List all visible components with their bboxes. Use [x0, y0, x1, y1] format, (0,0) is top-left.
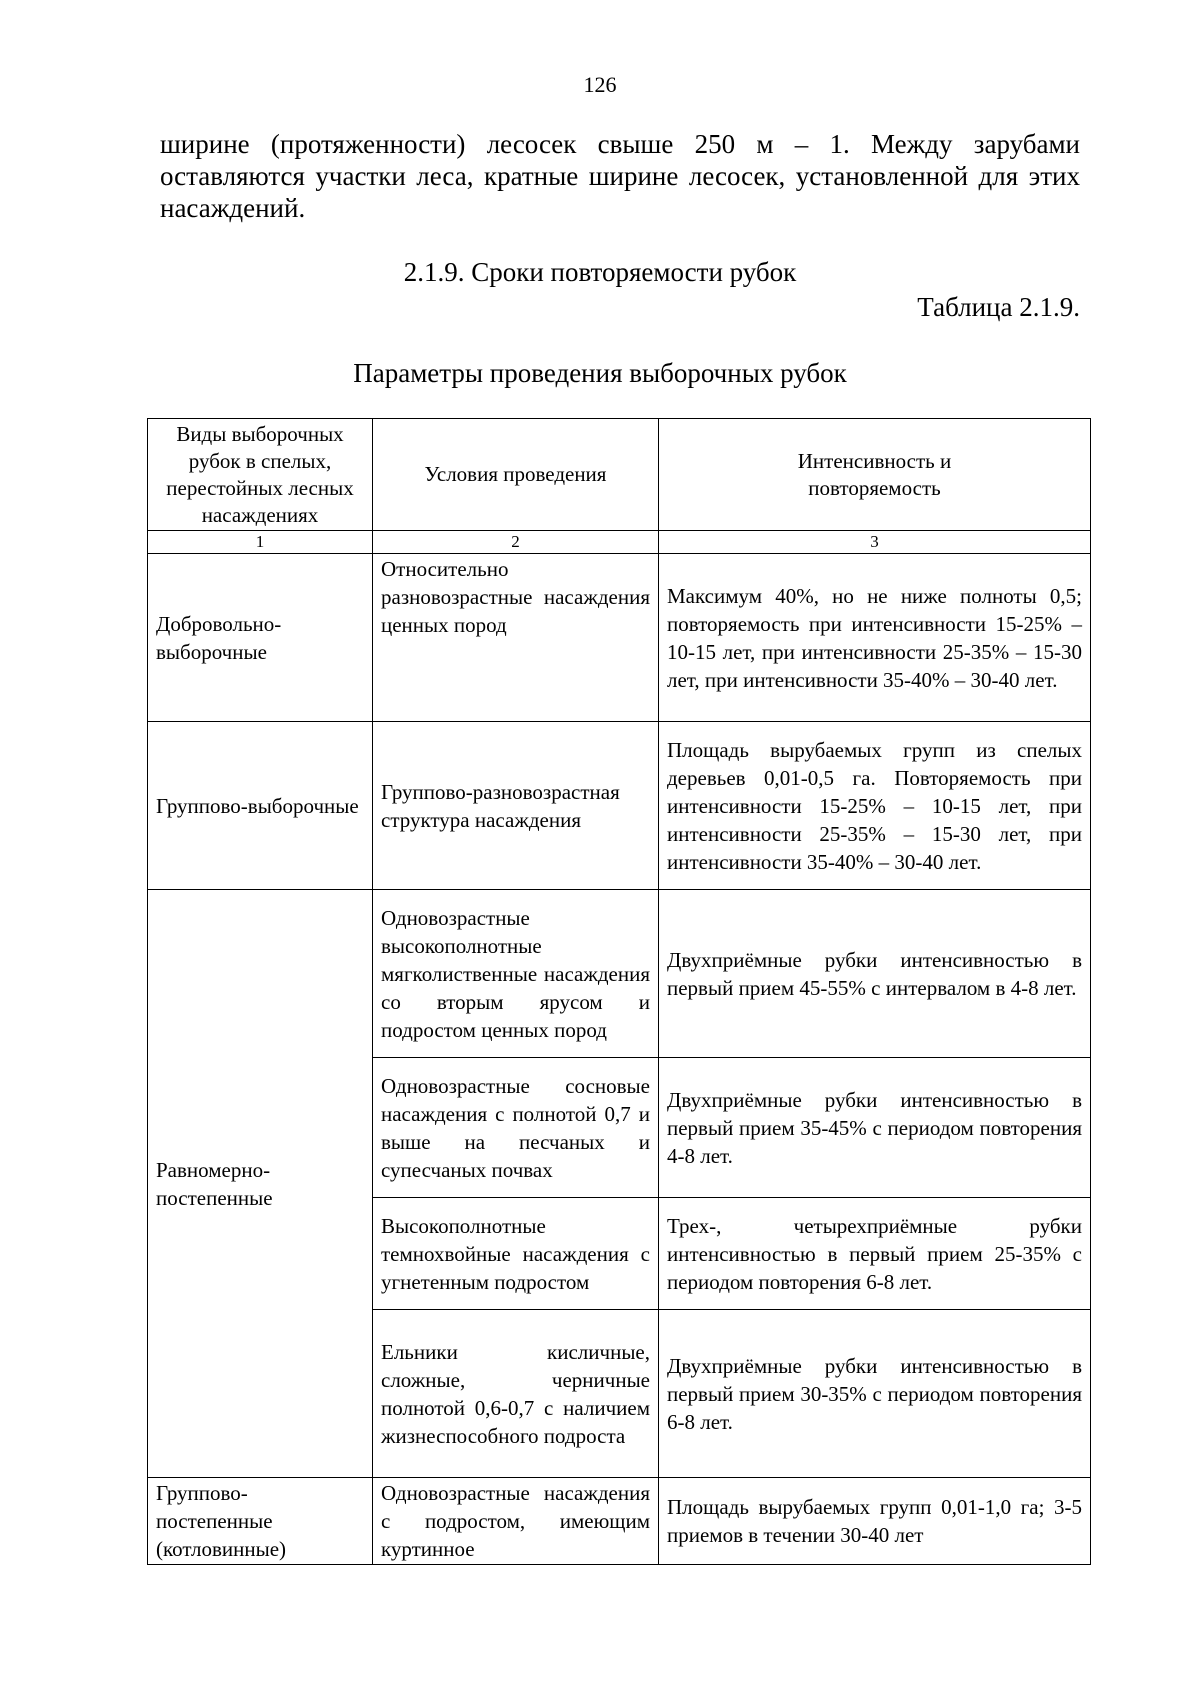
- conditions-cell: Ельники кисличные, сложные, черничные полнотой 0,6-0,7 с наличием жизнеспособного подроста: [373, 1310, 659, 1478]
- table-title: Параметры проведения выборочных рубок: [353, 358, 847, 388]
- section-heading: 2.1.9. Сроки повторяемости рубок: [403, 257, 797, 287]
- intensity-cell: Трех-, четырехприёмные рубки интенсивностью в первый прием 25-35% с периодом повторения 6-8 лет.: [659, 1198, 1091, 1310]
- conditions-cell: Относительно разновозрастные насаждения ценных пород: [373, 554, 659, 722]
- intensity-cell: Площадь вырубаемых групп из спелых деревьев 0,01-0,5 га. Повторяемость при интенсивности 15-25% – 10-15 лет, при интенсивности 25-35% – 15-30 лет, при интенсивности 35-40% – 30-40 лет.: [659, 722, 1091, 890]
- intensity-cell: Максимум 40%, но не ниже полноты 0,5; повторяемость при интенсивности 15-25% – 10-15 лет, при интенсивности 25-35% – 15-30 лет, при интенсивности 35-40% – 30-40 лет.: [659, 554, 1091, 722]
- table-row: [148, 890, 1091, 1058]
- table-row: [148, 1478, 1091, 1565]
- header-cutting-types: Виды выборочных рубок в спелых, перестойных лесных насаждениях: [148, 419, 373, 531]
- cutting-type-cell: Равномерно-постепенные: [148, 890, 373, 1478]
- conditions-cell: Одновозрастные высокополнотные мягколиственные насаждения со вторым ярусом и подростом ценных пород: [373, 890, 659, 1058]
- intensity-cell: Двухприёмные рубки интенсивностью в первый прием 35-45% с периодом повторения 4-8 лет.: [659, 1058, 1091, 1198]
- table-label: Таблица 2.1.9.: [917, 292, 1080, 322]
- table-row: [148, 554, 1091, 722]
- page-number: 126: [583, 72, 617, 97]
- conditions-cell: Группово-разновозрастная структура насаждения: [373, 722, 659, 890]
- cutting-type-cell: Группово-выборочные: [148, 722, 373, 890]
- header-conditions: Условия проведения: [373, 419, 659, 531]
- cutting-parameters-table: [147, 418, 1091, 1565]
- intro-paragraph: ширине (протяженности) лесосек свыше 250 м – 1. Между зарубами оставляются участки леса, кратные ширине лесосек, установленной для этих насаждений.: [160, 129, 1080, 223]
- intensity-cell: Двухприёмные рубки интенсивностью в первый прием 45-55% с интервалом в 4-8 лет.: [659, 890, 1091, 1058]
- conditions-cell: Одновозрастные насаждения с подростом, имеющим куртинное: [373, 1478, 659, 1565]
- column-number: 2: [373, 531, 659, 554]
- intensity-cell: Двухприёмные рубки интенсивностью в первый прием 30-35% с периодом повторения 6-8 лет.: [659, 1310, 1091, 1478]
- table-header-row: [148, 419, 1091, 531]
- header-intensity: Интенсивность и повторяемость: [659, 419, 1091, 531]
- intensity-cell: Площадь вырубаемых групп 0,01-1,0 га; 3-5 приемов в течении 30-40 лет: [659, 1478, 1091, 1565]
- conditions-cell: Высокополнотные темнохвойные насаждения с угнетенным подростом: [373, 1198, 659, 1310]
- column-number: 1: [148, 531, 373, 554]
- table-row: [148, 722, 1091, 890]
- conditions-cell: Одновозрастные сосновые насаждения с полнотой 0,7 и выше на песчаных и супесчаных почвах: [373, 1058, 659, 1198]
- cutting-type-cell: Добровольно-выборочные: [148, 554, 373, 722]
- column-number-row: [148, 531, 1091, 554]
- cutting-type-cell: Группово-постепенные (котловинные): [148, 1478, 373, 1565]
- column-number: 3: [659, 531, 1091, 554]
